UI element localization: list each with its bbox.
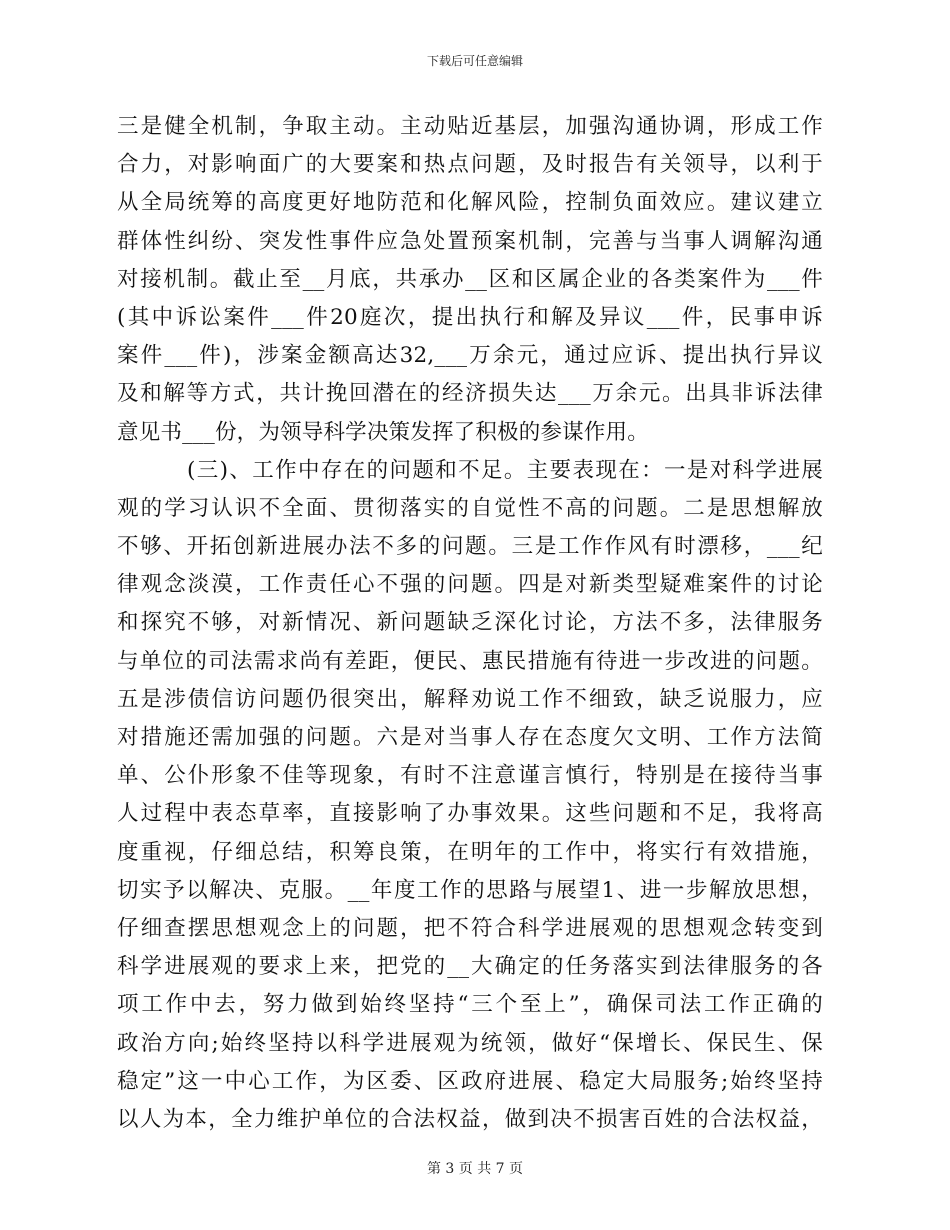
text-line: 单、公仆形象不佳等现象，有时不注意谨言慎行，特别是在接待当事 <box>117 763 823 789</box>
text-line: 及和解等方式，共计挽回潜在的经济损失达___万余元。出具非诉法律 <box>117 381 823 407</box>
text-line: 观的学习认识不全面、贯彻落实的自觉性不高的问题。二是思想解放 <box>117 495 823 521</box>
text-line: 从全局统筹的高度更好地防范和化解风险，控制负面效应。建议建立 <box>117 190 823 216</box>
text-line: 和探究不够，对新情况、新问题缺乏深化讨论，方法不多，法律服务 <box>117 610 823 636</box>
text-line: 仔细查摆思想观念上的问题，把不符合科学进展观的思想观念转变到 <box>117 915 823 941</box>
text-line: 五是涉债信访问题仍很突出，解释劝说工作不细致，缺乏说服力，应 <box>117 686 823 712</box>
text-line: 切实予以解决、克服。__年度工作的思路与展望1、进一步解放思想， <box>117 877 823 903</box>
text-line: 稳定”这一中心工作，为区委、区政府进展、稳定大局服务;始终坚持 <box>117 1068 823 1094</box>
document-body <box>117 108 823 1139</box>
text-line: 人过程中表态草率，直接影响了办事效果。这些问题和不足，我将高 <box>117 801 823 827</box>
text-line: (三)、工作中存在的问题和不足。主要表现在：一是对科学进展 <box>187 457 823 483</box>
text-line: (其中诉讼案件___件20庭次，提出执行和解及异议___件，民事申诉 <box>117 304 823 330</box>
text-line: 对接机制。截止至__月底，共承办__区和区属企业的各类案件为___件 <box>117 266 823 292</box>
text-line: 以人为本，全力维护单位的合法权益，做到决不损害百姓的合法权益， <box>117 1106 823 1132</box>
text-line: 度重视，仔细总结，积筹良策，在明年的工作中，将实行有效措施， <box>117 839 823 865</box>
page-header: 下载后可任意编辑 <box>426 54 523 68</box>
text-line: 政治方向;始终坚持以科学进展观为统领，做好“保增长、保民生、保 <box>117 1030 823 1056</box>
text-line: 律观念淡漠，工作责任心不强的问题。四是对新类型疑难案件的讨论 <box>117 572 823 598</box>
text-line: 不够、开拓创新进展办法不多的问题。三是工作作风有时漂移，___纪 <box>117 534 823 560</box>
text-line: 三是健全机制，争取主动。主动贴近基层，加强沟通协调，形成工作 <box>117 114 823 139</box>
text-line: 合力，对影响面广的大要案和热点问题，及时报告有关领导，以利于 <box>117 152 823 178</box>
text-line: 案件___件)，涉案金额高达32,___万余元，通过应诉、提出执行异议 <box>117 343 823 369</box>
text-line: 对措施还需加强的问题。六是对当事人存在态度欠文明、工作方法简 <box>117 725 823 750</box>
text-line: 项工作中去，努力做到始终坚持“三个至上”，确保司法工作正确的 <box>117 992 823 1018</box>
text-line: 意见书___份，为领导科学决策发挥了积极的参谋作用。 <box>117 419 649 445</box>
page-number: 第 3 页 共 7 页 <box>426 1161 524 1177</box>
text-line: 科学进展观的要求上来，把党的__大确定的任务落实到法律服务的各 <box>117 954 823 980</box>
text-line: 与单位的司法需求尚有差距，便民、惠民措施有待进一步改进的问题。 <box>117 648 823 674</box>
text-line: 群体性纠纷、突发性事件应急处置预案机制，完善与当事人调解沟通 <box>117 228 823 254</box>
